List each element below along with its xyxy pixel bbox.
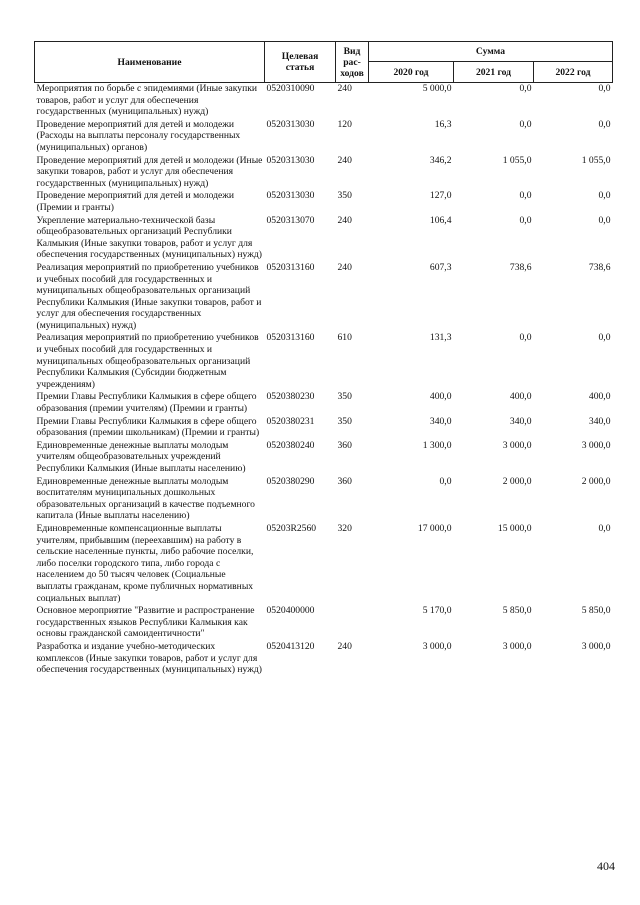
row-sum-2022: 400,0 — [588, 391, 611, 403]
row-sum-2020: 607,3 — [429, 261, 452, 273]
row-expense-type: 360 — [337, 475, 352, 487]
row-target-article: 0520313160 — [266, 332, 315, 344]
table-row — [35, 476, 613, 523]
row-target-article: 0520380230 — [266, 391, 315, 403]
row-expense-type: 240 — [337, 154, 352, 166]
table-row — [35, 119, 613, 155]
header-year-2021: 2021 год — [454, 62, 534, 83]
row-sum-2020: 400,0 — [429, 391, 452, 403]
row-sum-2021: 15 000,0 — [497, 522, 532, 534]
row-expense-type: 360 — [337, 439, 352, 451]
row-sum-2020: 346,2 — [429, 154, 452, 166]
row-sum-2021: 0,0 — [519, 214, 532, 226]
header-sum: Сумма — [369, 42, 613, 62]
row-expense-type — [336, 605, 369, 641]
header-expense-type: Вид рас-ходов — [336, 42, 369, 83]
row-expense-type: 120 — [337, 118, 352, 130]
row-sum-2020: 5 170,0 — [422, 605, 452, 617]
row-name: Единовременные денежные выплаты молодым учителям общеобразовательных учреждений Республики Калмыкия (Иные выплаты населению) — [36, 439, 246, 474]
table-row — [35, 391, 613, 415]
row-target-article: 0520313160 — [266, 261, 315, 273]
row-target-article: 0520400000 — [266, 605, 315, 617]
row-sum-2022: 0,0 — [598, 522, 611, 534]
row-sum-2020: 131,3 — [429, 332, 452, 344]
row-expense-type: 240 — [337, 214, 352, 226]
row-sum-2021: 2 000,0 — [502, 475, 532, 487]
row-expense-type: 240 — [337, 640, 352, 652]
row-sum-2022: 0,0 — [598, 118, 611, 130]
row-target-article: 0520380231 — [266, 415, 315, 427]
row-expense-type: 240 — [337, 83, 352, 94]
table-row — [35, 440, 613, 476]
row-expense-type: 610 — [337, 332, 352, 344]
row-sum-2020: 340,0 — [429, 415, 452, 427]
row-sum-2021: 0,0 — [519, 118, 532, 130]
row-sum-2022: 2 000,0 — [581, 475, 611, 487]
row-sum-2022: 340,0 — [588, 415, 611, 427]
header-year-2020: 2020 год — [369, 62, 454, 83]
header-year-2022: 2022 год — [534, 62, 613, 83]
row-name: Реализация мероприятий по приобретению учебников и учебных пособий для государственных и муниципальных общеобразовательных организаций Республики Калмыкия (Иные закупки товаров, работ и услуг для обеспечения государственных (муниципальных) нужд) — [36, 261, 262, 331]
table-row — [35, 332, 613, 391]
table-row — [35, 523, 613, 605]
row-sum-2022: 5 850,0 — [581, 605, 611, 617]
table-row — [35, 155, 613, 191]
row-name: Проведение мероприятий для детей и молодежи (Расходы на выплаты персоналу государственных (муниципальных) органов) — [36, 118, 241, 153]
row-target-article: 0520413120 — [266, 640, 315, 652]
row-target-article: 0520313030 — [266, 190, 315, 202]
row-target-article: 0520380290 — [266, 475, 315, 487]
table-row — [35, 262, 613, 333]
row-expense-type: 320 — [337, 522, 352, 534]
row-sum-2022: 1 055,0 — [581, 154, 611, 166]
row-expense-type: 240 — [337, 261, 352, 273]
table-row — [35, 83, 613, 119]
row-sum-2022: 0,0 — [598, 214, 611, 226]
row-name: Премии Главы Республики Калмыкия в сфере общего образования (премии учителям) (Премии и гранты) — [36, 391, 257, 415]
row-name: Мероприятия по борьбе с эпидемиями (Иные закупки товаров, работ и услуг для обеспечения государственных (муниципальных) нужд) — [36, 83, 258, 118]
row-sum-2022: 0,0 — [598, 190, 611, 202]
table-row — [35, 641, 613, 677]
row-sum-2020: 1 300,0 — [422, 439, 452, 451]
row-sum-2021: 0,0 — [519, 83, 532, 94]
row-sum-2022: 0,0 — [598, 332, 611, 344]
budget-table — [34, 41, 613, 677]
row-target-article: 0520380240 — [266, 439, 315, 451]
row-sum-2020: 106,4 — [429, 214, 452, 226]
table-row — [35, 190, 613, 214]
row-sum-2021: 5 850,0 — [502, 605, 532, 617]
row-sum-2021: 3 000,0 — [502, 439, 532, 451]
row-name: Основное мероприятие "Развитие и распространение государственных языков Республики Калмыкия как основы гражданской самоидентичности" — [36, 605, 255, 640]
row-sum-2021: 400,0 — [509, 391, 532, 403]
row-target-article: 0520313070 — [266, 214, 315, 226]
row-name: Проведение мероприятий для детей и молодежи (Премии и гранты) — [36, 190, 235, 213]
row-name: Укрепление материально-технической базы общеобразовательных организаций Республики Калмыкия (Иные закупки товаров, работ и услуг для обеспечения государственных (муниципальных) нужд) — [36, 214, 262, 261]
row-name: Премии Главы Республики Калмыкия в сфере общего образования (премии школьникам) (Премии и гранты) — [36, 415, 260, 439]
row-target-article: 0520310090 — [266, 83, 315, 94]
header-name: Наименование — [35, 42, 265, 83]
row-expense-type: 350 — [337, 190, 352, 202]
row-sum-2021: 1 055,0 — [502, 154, 532, 166]
header-target-article: Целевая статья — [265, 42, 336, 83]
row-sum-2022: 0,0 — [598, 83, 611, 94]
row-sum-2020: 5 000,0 — [422, 83, 452, 94]
row-sum-2021: 340,0 — [509, 415, 532, 427]
row-sum-2021: 0,0 — [519, 332, 532, 344]
table-row — [35, 605, 613, 641]
page-number: 404 — [597, 859, 615, 873]
row-sum-2020: 0,0 — [439, 475, 452, 487]
row-name: Реализация мероприятий по приобретению учебников и учебных пособий для государственных и муниципальных общеобразовательных организаций Республики Калмыкия (Субсидии бюджетным учреждениям) — [36, 332, 259, 390]
row-name: Единовременные компенсационные выплаты учителям, прибывшим (переехавшим) на работу в сельские населенные пункты, либо рабочие поселки, либо поселки городского типа, либо города с населением до 50 тысяч человек (Социальные выплаты гражданам, кроме публичных нормативных социальных выплат) — [36, 522, 254, 604]
row-target-article: 05203R2560 — [266, 522, 317, 534]
row-name: Разработка и издание учебно-методических комплексов (Иные закупки товаров, работ и услуг для обеспечения государственных (муниципальных) нужд) — [36, 640, 262, 676]
row-expense-type: 350 — [337, 415, 352, 427]
row-sum-2022: 3 000,0 — [581, 439, 611, 451]
row-sum-2021: 0,0 — [519, 190, 532, 202]
row-sum-2021: 3 000,0 — [502, 640, 532, 652]
row-sum-2020: 127,0 — [429, 190, 452, 202]
table-body — [35, 83, 613, 677]
row-sum-2020: 16,3 — [434, 118, 452, 130]
table-header — [35, 42, 613, 83]
row-expense-type: 350 — [337, 391, 352, 403]
row-sum-2020: 17 000,0 — [417, 522, 452, 534]
row-name: Единовременные денежные выплаты молодым воспитателям муниципальных дошкольных образовательных организаций в качестве подъемного капитала (Иные выплаты населению) — [36, 475, 255, 522]
row-sum-2022: 738,6 — [588, 261, 611, 273]
table-row — [35, 215, 613, 262]
row-name: Проведение мероприятий для детей и молодежи (Иные закупки товаров, работ и услуг для обеспечения государственных (муниципальных) нужд) — [36, 154, 263, 189]
row-sum-2020: 3 000,0 — [422, 640, 452, 652]
row-sum-2021: 738,6 — [509, 261, 532, 273]
row-sum-2022: 3 000,0 — [581, 640, 611, 652]
row-target-article: 0520313030 — [266, 154, 315, 166]
row-target-article: 0520313030 — [266, 118, 315, 130]
table-row — [35, 416, 613, 440]
